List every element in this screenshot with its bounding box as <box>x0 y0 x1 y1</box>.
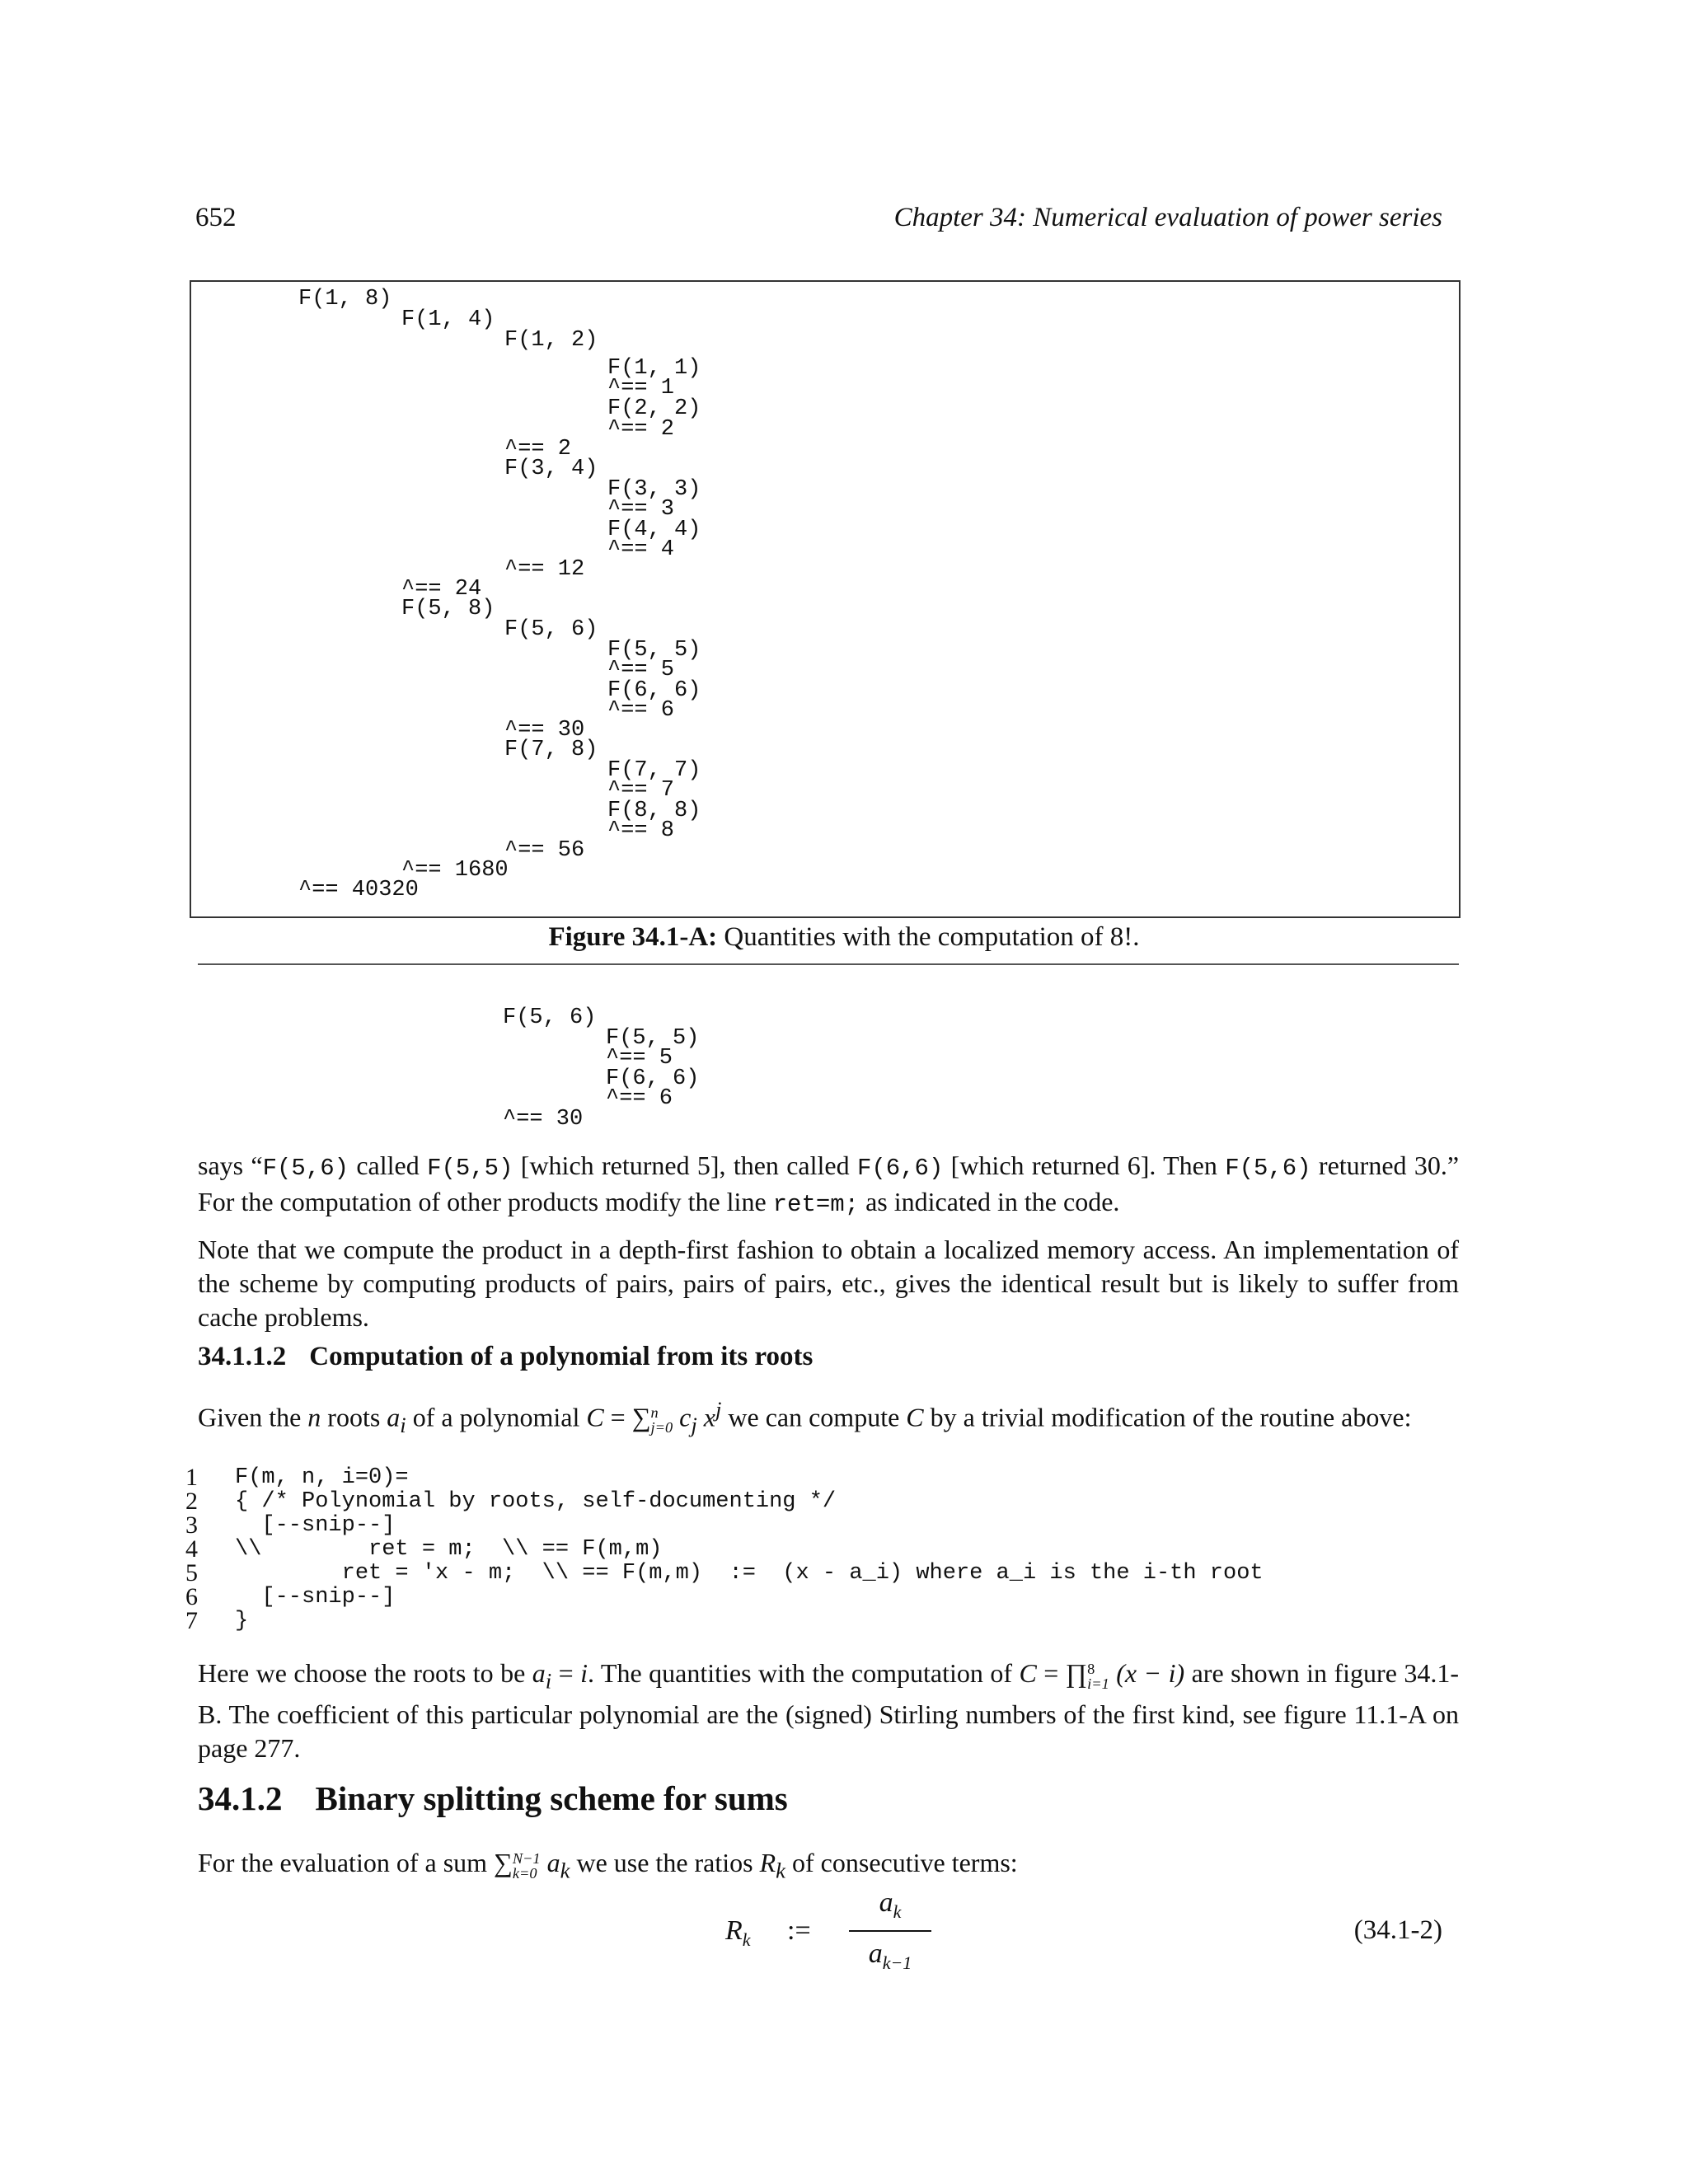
figure-line: ^== 4 <box>607 537 675 562</box>
figure-line: ^== 1680 <box>401 858 509 883</box>
figure-line: ^== 6 <box>607 698 675 723</box>
section-number: 34.1.1.2 <box>198 1342 287 1371</box>
math: = <box>551 1658 581 1688</box>
math: = <box>1036 1658 1066 1688</box>
math: a <box>540 1848 560 1877</box>
math: R <box>725 1915 743 1946</box>
figure-34-1-a <box>190 280 1461 918</box>
product-symbol: ∏ <box>1065 1658 1088 1688</box>
excerpt-line: F(6, 6) <box>606 1066 700 1091</box>
math: j <box>715 1397 722 1422</box>
code-line: F(m, n, i=0)= <box>235 1465 409 1490</box>
line-number: 4 <box>185 1535 198 1563</box>
text: of a polynomial <box>406 1402 587 1432</box>
paragraph-sum-ratios <box>198 1846 1459 1887</box>
code-line: { /* Polynomial by roots, self-documenting */ <box>235 1489 837 1514</box>
figure-line: F(5, 5) <box>607 638 701 663</box>
figure-line: F(6, 6) <box>607 678 701 703</box>
code-line: \\ ret = m; \\ == F(m,m) <box>235 1537 663 1562</box>
figure-line: F(5, 8) <box>401 597 495 621</box>
line-number: 3 <box>185 1511 198 1539</box>
math: n <box>307 1402 321 1432</box>
figure-line: F(5, 6) <box>504 617 598 642</box>
page-number: 652 <box>195 203 237 232</box>
text: are shown in figure 34.1-B. The coefficient of this particular polynomial are the (signed) Stirling numbers of the first kind, see figure 11.1-A on page 277. <box>198 1658 1460 1764</box>
equation-numerator <box>849 1887 931 1923</box>
figure-line: F(4, 4) <box>607 518 701 542</box>
figure-line: F(7, 8) <box>504 738 598 762</box>
text: we can compute <box>721 1402 907 1432</box>
figure-line: ^== 2 <box>607 417 675 442</box>
text: [which returned 6]. Then <box>943 1151 1226 1180</box>
math: = <box>603 1402 632 1432</box>
paragraph-call-explanation <box>198 1149 1459 1221</box>
paragraph-polynomial-roots <box>198 1393 1459 1442</box>
text: For the evaluation of a sum <box>198 1848 495 1877</box>
figure-line: ^== 30 <box>504 718 585 743</box>
sum-symbol: ∑ <box>631 1402 651 1432</box>
math: j=0 <box>650 1419 673 1436</box>
math: i <box>545 1668 552 1694</box>
math: (x − i) <box>1109 1658 1185 1688</box>
equation-number: (34.1-2) <box>1353 1915 1442 1945</box>
text: of consecutive terms: <box>785 1848 1018 1877</box>
sum-symbol: ∑ <box>494 1848 513 1877</box>
figure-line: F(1, 2) <box>504 328 598 353</box>
figure-line: ^== 40320 <box>298 878 419 902</box>
math: i=1 <box>1087 1675 1109 1692</box>
equation-denominator <box>849 1938 931 1974</box>
code-line: } <box>235 1609 249 1633</box>
figure-line: ^== 2 <box>504 437 572 462</box>
excerpt-line: ^== 6 <box>606 1086 673 1111</box>
code-line: ret = 'x - m; \\ == F(m,m) := (x - a_i) where a_i is the i-th root <box>235 1561 1264 1586</box>
math: a <box>387 1402 401 1432</box>
chapter-title: Chapter 34: Numerical evaluation of power series <box>893 203 1442 232</box>
line-number: 2 <box>185 1488 198 1515</box>
math: x <box>696 1402 715 1432</box>
text: says “ <box>198 1151 263 1180</box>
figure-line: F(1, 1) <box>607 356 701 381</box>
section-number: 34.1.2 <box>198 1779 283 1817</box>
figure-line: F(8, 8) <box>607 799 701 823</box>
equation-operator: := <box>787 1915 811 1946</box>
inline-code: F(5,6) <box>262 1155 349 1182</box>
figure-line: F(2, 2) <box>607 396 701 421</box>
figure-line: ^== 1 <box>607 376 675 401</box>
text: [which returned 5], then called <box>513 1151 857 1180</box>
math: k−1 <box>882 1952 912 1973</box>
math: c <box>673 1402 692 1432</box>
inline-code: F(6,6) <box>856 1155 944 1182</box>
figure-line: F(1, 8) <box>298 287 392 312</box>
figure-line: F(7, 7) <box>607 758 701 783</box>
text: returned 30.” For the computation of other products modify the line <box>198 1151 1460 1216</box>
code-line: [--snip--] <box>235 1513 396 1538</box>
excerpt-line: F(5, 6) <box>503 1005 597 1030</box>
code-line: [--snip--] <box>235 1585 396 1610</box>
figure-line: ^== 3 <box>607 497 675 522</box>
math: C <box>586 1402 604 1432</box>
section-title: Computation of a polynomial from its roots <box>309 1342 814 1371</box>
text: as indicated in the code. <box>859 1187 1120 1216</box>
math: 8 <box>1087 1660 1095 1677</box>
text: we use the ratios <box>570 1848 760 1877</box>
math: k <box>742 1929 751 1950</box>
paragraph-roots-choice <box>198 1657 1459 1765</box>
inline-code: F(5,5) <box>427 1155 513 1182</box>
text: Given the <box>198 1402 308 1432</box>
text: . The quantities with the computation of <box>588 1658 1020 1688</box>
excerpt-line: ^== 5 <box>606 1046 673 1071</box>
figure-line: ^== 12 <box>504 557 585 582</box>
text: by a trivial modification of the routine above: <box>923 1402 1412 1432</box>
figure-caption <box>0 922 1688 953</box>
figure-line: ^== 56 <box>504 838 585 863</box>
math: n <box>650 1404 659 1422</box>
math: k <box>893 1900 902 1922</box>
line-number: 1 <box>185 1464 198 1491</box>
figure-caption-text: Quantities with the computation of 8!. <box>717 922 1140 952</box>
figure-rule <box>198 963 1459 965</box>
figure-line: ^== 7 <box>607 778 675 803</box>
math: a <box>879 1887 893 1918</box>
equation-lhs <box>725 1915 751 1951</box>
math: C <box>906 1402 924 1432</box>
fraction-bar <box>849 1930 931 1932</box>
paragraph-depth-first: Note that we compute the product in a depth-first fashion to obtain a localized memory access. An implementation of the scheme by computing products of pairs, pairs of pairs, etc., gives the identical result but is likely to suffer from cache problems. <box>198 1235 1459 1332</box>
figure-line: ^== 24 <box>401 577 482 602</box>
math: i <box>400 1413 406 1438</box>
line-number: 5 <box>185 1559 198 1586</box>
inline-code: F(5,6) <box>1225 1155 1311 1182</box>
section-heading-34-1-1-2 <box>198 1342 813 1372</box>
math: C <box>1019 1658 1037 1688</box>
line-number: 6 <box>185 1583 198 1610</box>
figure-line: F(1, 4) <box>401 307 495 332</box>
figure-caption-label: Figure 34.1-A: <box>548 922 718 952</box>
math: j <box>691 1413 697 1438</box>
figure-line: ^== 8 <box>607 818 675 843</box>
math: k=0 <box>512 1864 537 1882</box>
text: roots <box>321 1402 387 1432</box>
text: called <box>349 1151 428 1180</box>
inline-code: ret=m; <box>772 1191 860 1218</box>
figure-line: F(3, 3) <box>607 477 701 502</box>
math: N−1 <box>512 1849 541 1867</box>
excerpt-line: F(5, 5) <box>606 1026 700 1051</box>
math: a <box>868 1938 883 1969</box>
excerpt-line: ^== 30 <box>503 1107 584 1132</box>
figure-line: ^== 5 <box>607 658 675 682</box>
line-number: 7 <box>185 1607 198 1634</box>
math: i <box>580 1658 588 1688</box>
figure-line: F(3, 4) <box>504 457 598 481</box>
math: k <box>776 1858 785 1883</box>
section-heading-34-1-2 <box>198 1779 788 1818</box>
text: Here we choose the roots to be <box>198 1658 532 1688</box>
math: R <box>759 1848 776 1877</box>
math: k <box>560 1858 570 1883</box>
math: a <box>532 1658 546 1688</box>
section-title: Binary splitting scheme for sums <box>315 1779 788 1817</box>
